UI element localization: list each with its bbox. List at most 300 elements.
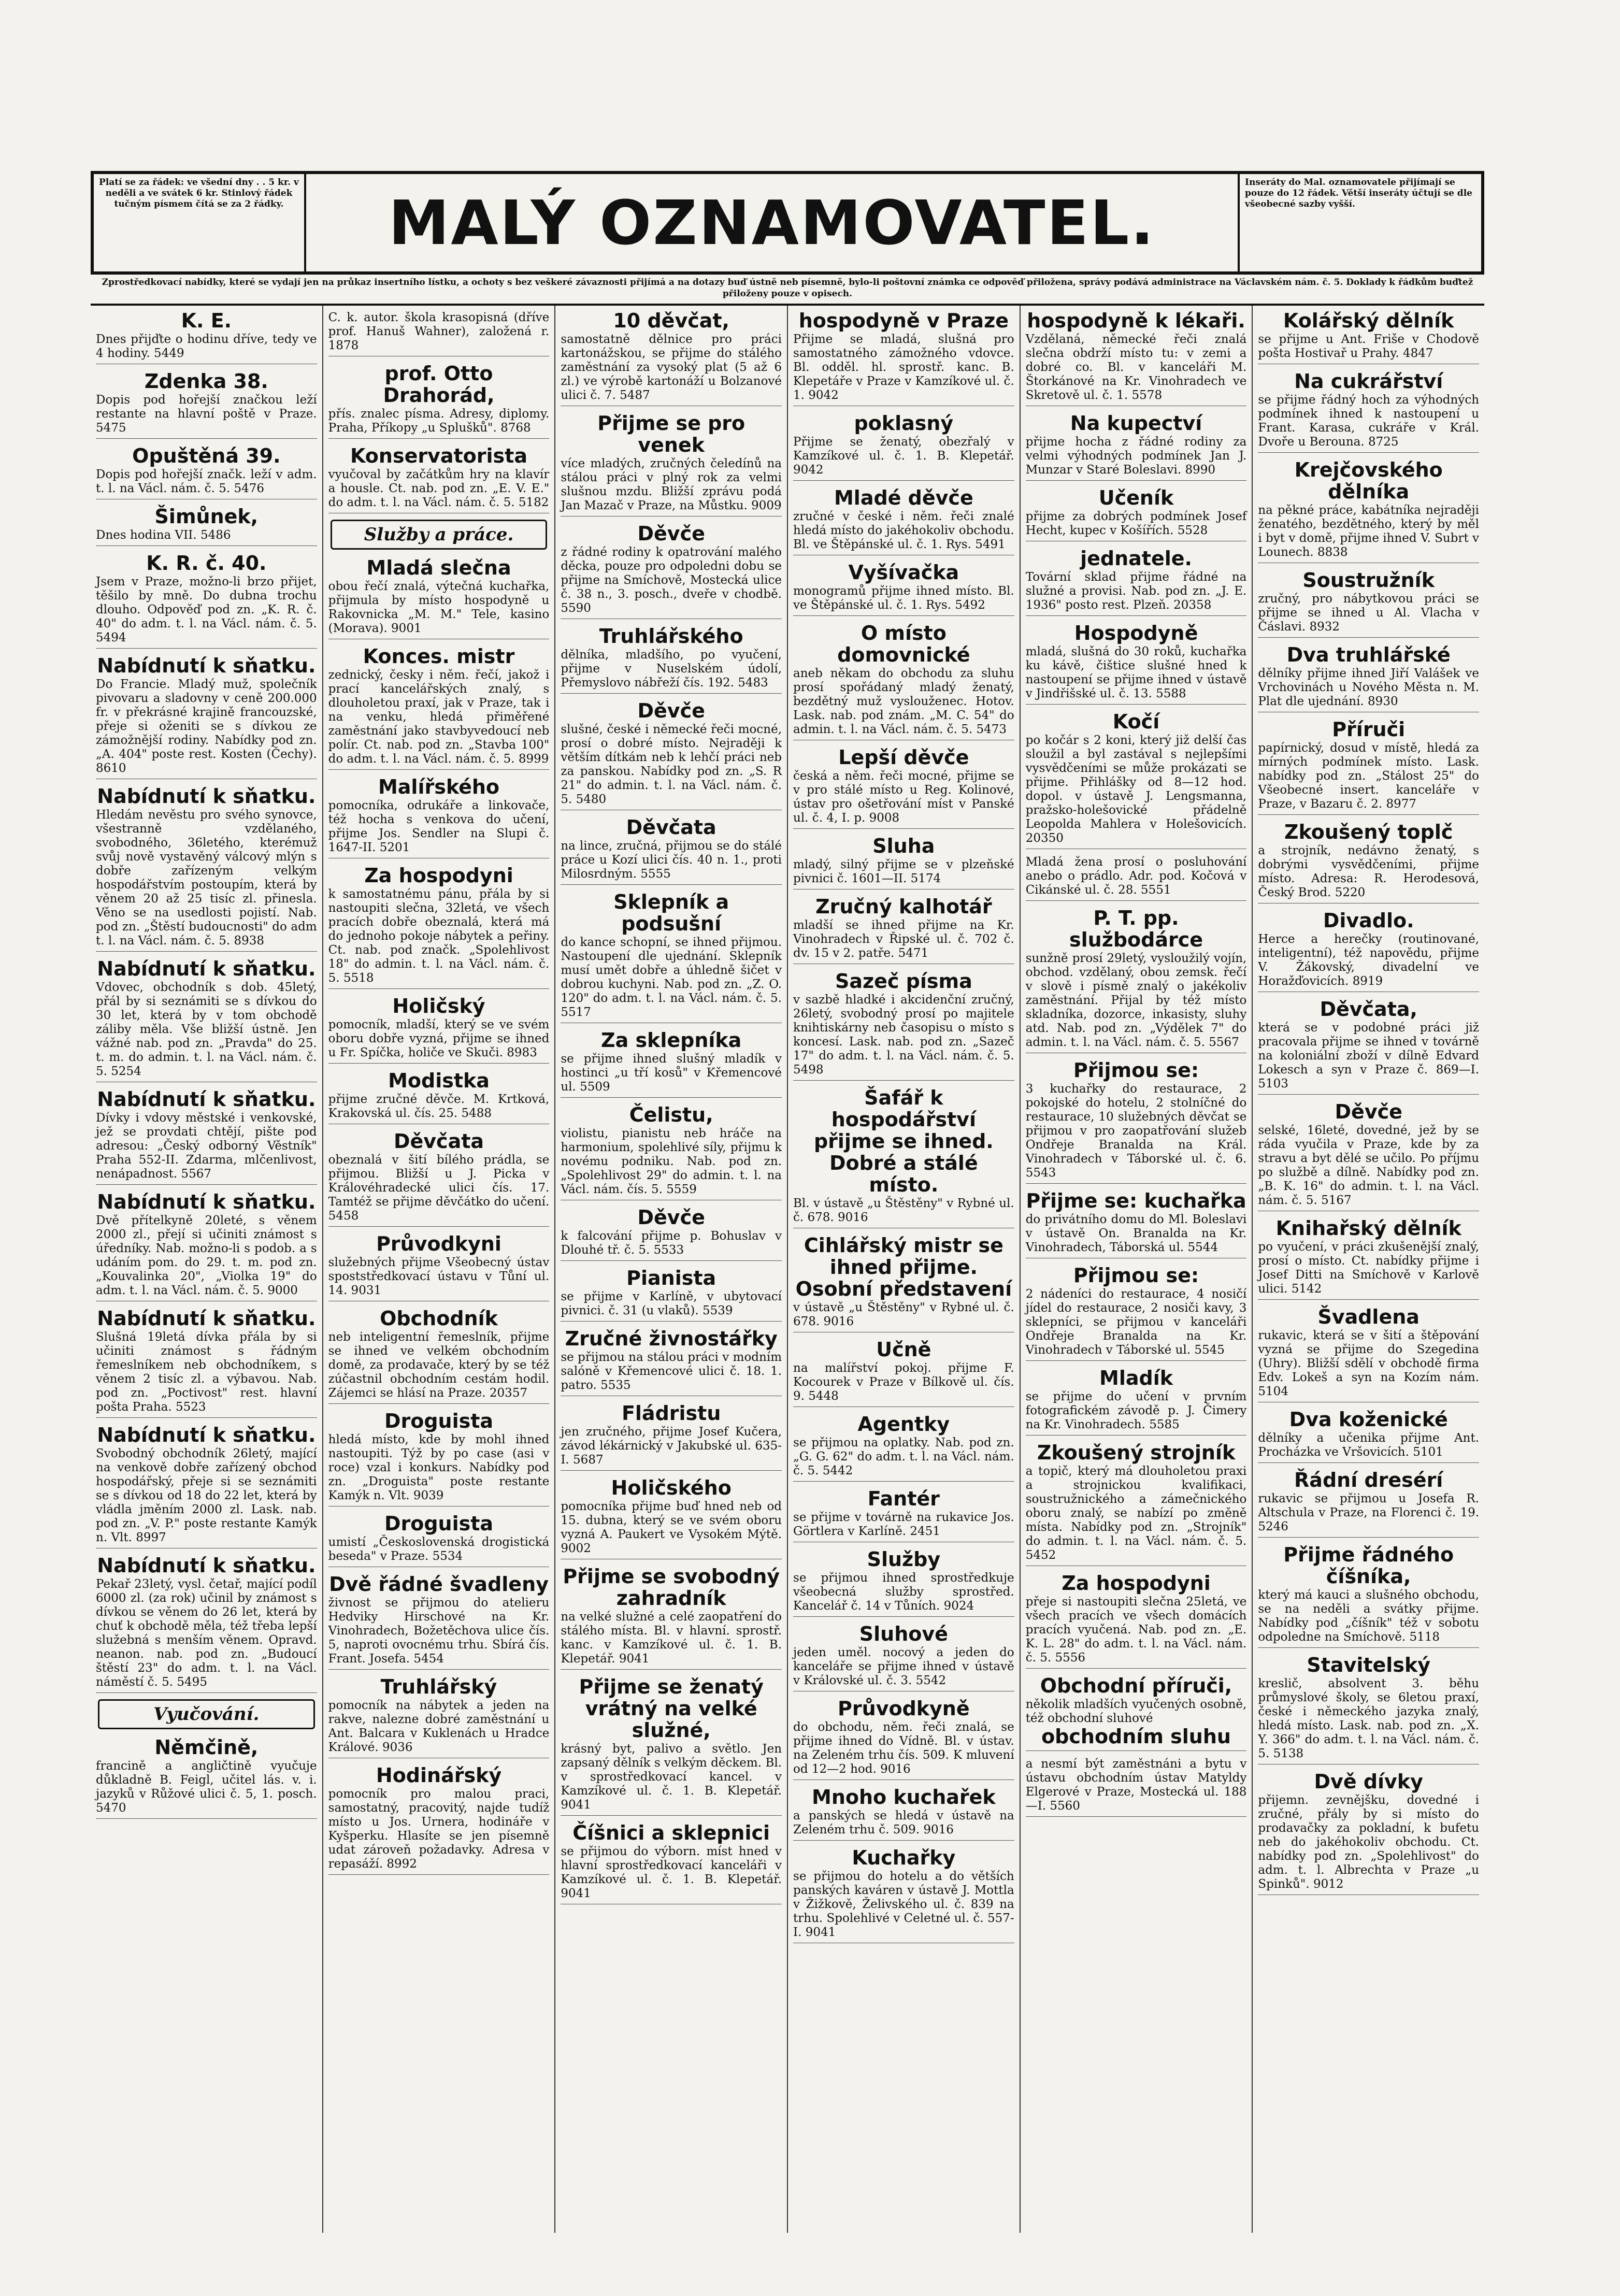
classified-ad xyxy=(96,785,317,952)
ad-text: vyučoval by začátkům hry na klavír a housle. Ct. nab. pod zn. „E. V. E." do adm. t. l. na Václ. nám. č. 5. 5182 xyxy=(328,468,550,509)
classified-ad xyxy=(561,700,782,810)
classified-ad xyxy=(561,1328,782,1396)
classified-ad xyxy=(1258,1306,1479,1402)
ad-heading: Droguista xyxy=(384,1512,494,1535)
ad-text: se přijmou na oplatky. Nab. pod zn. „G. G. 62" do adm. t. l. na Václ. nám. č. 5. 5442 xyxy=(793,1436,1014,1477)
ad-text: Herce a herečky (routinované, inteligentní), též napovědu, přijme V. Žákovský, divadelní ve Horažďovicích. 8919 xyxy=(1258,932,1480,988)
rules-box: Inseráty do Mal. oznamovatele přijímají se pouze do 12 řádek. Větší inseráty účtují se dle všeobecné sazby vyšší. xyxy=(1238,174,1481,271)
ad-heading: Učně xyxy=(876,1338,931,1361)
classified-ad xyxy=(328,1676,550,1758)
ad-text: mladý, silný přijme se v plzeňské pivnici č. 1601—II. 5174 xyxy=(793,858,1014,885)
classified-ad xyxy=(1026,1265,1247,1361)
ad-heading: Mladé děvče xyxy=(834,486,973,509)
ad-text: Dnes přijďte o hodinu dříve, tedy ve 4 hodiny. 5449 xyxy=(96,333,317,360)
ad-text: do privátního domu do Ml. Boleslavi v ústavě On. Branalda na Kr. Vinohradech, Táborská ul. 5544 xyxy=(1025,1213,1247,1254)
classified-ad xyxy=(561,625,782,694)
ad-heading: Nabídnutí k sňatku. xyxy=(97,1424,316,1446)
ad-heading: poklasný xyxy=(854,412,954,435)
ad-text: dělníky a učenika přijme Ant. Procházka ve Vršovicích. 5101 xyxy=(1258,1431,1480,1459)
ad-text: pomocník, mladší, který se ve svém oboru dobře vyzná, přijme se ihned u Fr. Spíčka, holiče ve Skuči. 8983 xyxy=(328,1018,550,1059)
ad-heading: Přijme řádného číšníka, xyxy=(1283,1543,1454,1588)
classified-ad xyxy=(793,1698,1014,1780)
ad-heading: Truhlářský xyxy=(380,1675,497,1698)
ad-text: Slušná 19letá dívka přála by si učiniti známost s řádným řemeslníkem neb obchodníkem, s věnem 2 tisíc zl. a výbavou. Nab. pod zn. „Poctivost" rest. hlavní pošta Praha. 5523 xyxy=(96,1330,317,1414)
ad-heading: Droguista xyxy=(384,1410,494,1432)
classified-ad xyxy=(328,363,550,439)
ad-heading: Knihařský dělník xyxy=(1275,1217,1461,1240)
ad-text: Přijme se mladá, slušná pro samostatného zámožného vdovce. Bl. odděl. hl. sprostř. kanc. B. Klepetáře v Praze v Kamzíkové ul. č. 1. 9042 xyxy=(793,333,1014,402)
classified-ad xyxy=(1258,310,1479,364)
ad-heading: Modistka xyxy=(388,1069,490,1092)
ad-text: která se v podobné práci již pracovala přijme se ihned v továrně na koloniální zboží v dílně Edvard Lokesch a syn v Praze č. 869—I. 5103 xyxy=(1258,1021,1480,1090)
ad-heading: Sluhové xyxy=(859,1623,948,1645)
ad-text: Pekař 23letý, vysl. četař, mající podíl 6000 zl. (za rok) učinil by známost s dívkou se věnem do 26 let, která by chuť k obchodě měla, též třeba lepší služebná s menším věnem. Opravd. neanon. nab. pod zn. „Budoucí štěstí 23" do adm. t. l. na Václ. náměstí č. 5. 5495 xyxy=(96,1577,317,1689)
ad-text: na malířství pokoj. přijme F. Kocourek v Praze v Bílkově ul. čís. 9. 5448 xyxy=(793,1361,1014,1403)
ad-heading: Kuchařky xyxy=(852,1846,956,1869)
ad-heading: hospodyně v Praze xyxy=(798,309,1009,332)
ad-text: papírnický, dosud v místě, hledá za mírných podmínek místo. Lask. nabídky pod zn. „Stálost 25" do Všeobecné insert. kanceláře v Praze, v Bazaru č. 2. 8977 xyxy=(1258,741,1480,811)
ad-heading: Holičský xyxy=(392,995,485,1017)
classified-ad xyxy=(1258,1409,1479,1463)
classified-ad xyxy=(1026,1757,1247,1817)
classified-ad xyxy=(1258,569,1479,638)
classified-ad xyxy=(328,445,550,513)
ad-heading: Divadlo. xyxy=(1323,909,1414,932)
ad-heading: Mladík xyxy=(1099,1367,1173,1389)
ad-heading: Malířského xyxy=(378,776,500,798)
ad-text: selské, 16leté, dovedné, jež by se ráda vyučila v Praze, kde by za stravu a byt dělé se učilo. Po příjmu po službě a dílně. Nabídky pod zn. „B. K. 16" do admin. t. l. na Václ. nám. č. 5. 5167 xyxy=(1258,1124,1480,1207)
classified-ad xyxy=(1258,1217,1479,1300)
classified-ad xyxy=(561,1676,782,1816)
classified-ad xyxy=(96,1424,317,1548)
ad-heading: Dvě dívky xyxy=(1314,1770,1423,1793)
section-heading: Služby a práce. xyxy=(331,520,548,550)
ad-text: Do Francie. Mladý muž, společník pivovaru a sladovny v ceně 200.000 fr. v překrásné krajině francouzské, přeje si oženiti se s dívkou ze zámožnější rodiny. Nabídky pod zn. „A. 404" poste rest. Kosten (Čechy). 8610 xyxy=(96,678,317,775)
ad-text: přijme zručné děvče. M. Krtková, Krakovská ul. čís. 25. 5488 xyxy=(328,1093,550,1120)
classified-ad xyxy=(561,1566,782,1670)
classified-ad xyxy=(1258,1469,1479,1538)
ad-heading: Nabídnutí k sňatku. xyxy=(97,785,316,808)
classified-ad xyxy=(328,1410,550,1506)
ad-text: se přijme ihned slušný mladík v hostinci „u tří kosů" v Křemencové ul. 5509 xyxy=(561,1052,782,1094)
ad-heading: Zkoušený toplč xyxy=(1284,821,1453,843)
ad-heading: Nabídnutí k sňatku. xyxy=(97,1190,316,1213)
ad-heading: Děvče xyxy=(637,699,705,722)
ad-text: jeden uměl. nocový a jeden do kanceláře se přijme ihned v ústavě v Královské ul. č. 3. 5542 xyxy=(793,1646,1014,1687)
ad-heading: Nabídnutí k sňatku. xyxy=(97,654,316,677)
price-box: Platí se za řádek: ve všední dny . . 5 kr. v neděli a ve svátek 6 kr. Stinlový řádek tučným písmem čítá se za 2 řádky. xyxy=(94,174,306,271)
classified-ad xyxy=(328,557,550,639)
ad-text: na lince, zručná, přijmou se do stálé práce u Kozí ulici čís. 40 n. 1., proti Milosrdným. 5555 xyxy=(561,839,782,881)
classified-ad xyxy=(1026,548,1247,616)
ad-text: mladá, slušná do 30 roků, kuchařka ku kávě, čištice slušné hned k nastoupení se přijme ihned v ústavě v Jindřišské ul. č. 13. 5588 xyxy=(1025,645,1247,700)
classified-ad xyxy=(561,1104,782,1200)
classified-ad xyxy=(561,1477,782,1559)
classified-ad xyxy=(1258,998,1479,1095)
ad-heading: Nabídnutí k sňatku. xyxy=(97,1307,316,1330)
ad-text: Jsem v Praze, možno-li brzo přijet, těšilo by mně. Do dubna trochu dlouho. Odpověď pod zn. „K. R. č. 40" do adm. t. l. na Václ. nám. č. 5. 5494 xyxy=(96,575,317,644)
section-heading: Vyučování. xyxy=(98,1699,315,1729)
ad-heading: Hospodyně xyxy=(1074,622,1198,644)
ad-heading: Kočí xyxy=(1112,710,1160,733)
classified-ad xyxy=(793,1847,1014,1943)
classified-ad xyxy=(328,776,550,858)
ad-heading: Na cukrářství xyxy=(1294,370,1443,393)
ad-text: Bl. v ústavě „u Štěstěny" v Rybné ul. č. 678. 9016 xyxy=(793,1197,1014,1224)
classified-ad xyxy=(1026,1675,1247,1751)
ad-text: pomocník na nábytek a jeden na rakve, nalezne dobré zaměstnání u Ant. Balcara v Kuklenách u Hradce Králové. 9036 xyxy=(328,1699,550,1754)
ad-text: na velké služné a celé zaopatření do stálého místa. Bl. v hlavní. sprostř. kanc. v Kamzíkové ul. č. 1. B. Klepetář. 9041 xyxy=(561,1610,782,1666)
classified-ad xyxy=(328,995,550,1064)
ad-heading: Zručné živnostářky xyxy=(565,1327,778,1350)
classified-ad xyxy=(793,622,1014,740)
classified-ad xyxy=(1026,412,1247,481)
classified-ad xyxy=(793,1488,1014,1542)
ad-heading: K. E. xyxy=(181,309,232,332)
ad-text: po kočár s 2 koni, který již delší čas sloužil a byl zastával s nejlepšími vysvědčeními se může prokázati se přijme. Přihlášky od 8—12 hod. dopol. v ústavě J. Lengsmanna, pražsko-holešovické přádelně Leopolda Mahlera v Holešovicích. 20350 xyxy=(1025,734,1247,845)
classified-ad xyxy=(561,1207,782,1261)
classified-ad xyxy=(1258,719,1479,815)
header-note: Zprostředkovací nabídky, které se vydají jen na průkaz insertního lístku, a ochoty s bez veškeré závaznosti přijímá a na dotazy buď ústně neb písemně, bylo-li poštovní známka ce odpověď přiložena, správy podává administrace na Václavském nám. č. 5. Doklady k řádkům buďtež přiloženy pouze v opisech. xyxy=(91,275,1484,306)
ad-heading: Průvodkyni xyxy=(376,1232,501,1255)
ad-text: krásný byt, palivo a světlo. Jen zapsaný dělník s velkým děckem. Bl. v sprostředkovací kancel. v Kamzíkové ul. č. 1. B. Klepetář. 9041 xyxy=(561,1742,782,1812)
classified-ad xyxy=(561,412,782,516)
ad-text: česká a něm. řeči mocné, přijme se v pro stálé místo u Reg. Kolinové, ústav pro ošetřování míst v Panské ul. č. 4, I. p. 9008 xyxy=(793,769,1014,825)
ad-text: v sazbě hladké i akcidenční zručný, 26letý, svobodný prosí po majitele knihtiskárny neb časopisu o místo s koncesí. Lask. nab. pod zn. „Sazeč 17" do adm. t. l. na Václ. nám. č. 5. 5498 xyxy=(793,993,1014,1077)
ad-columns xyxy=(91,306,1484,2233)
ad-heading: Šimůnek, xyxy=(154,505,259,528)
classified-ad xyxy=(793,1413,1014,1482)
ad-text: a panských se hledá v ústavě na Zeleném trhu č. 509. 9016 xyxy=(793,1809,1014,1836)
ad-text: do obchodu, něm. řeči znalá, se přijme ihned do Vídně. Bl. v ústav. na Zeleném trhu čís. 509. K mluvení od 12—2 hod. 9016 xyxy=(793,1720,1014,1776)
classified-ad xyxy=(328,1130,550,1227)
classified-ad xyxy=(793,1623,1014,1691)
classified-ad xyxy=(1026,907,1247,1053)
ad-column xyxy=(788,306,1021,2233)
ad-heading: Dvě řádné švadleny xyxy=(329,1573,549,1596)
classified-ad xyxy=(1026,1059,1247,1184)
ad-heading: Nabídnutí k sňatku. xyxy=(97,957,316,980)
ad-text: slušné, české i německé řeči mocné, prosí o dobré místo. Nejraději k větším dítkám neb k lehčí práci neb za panskou. Nabídky pod zn. „S. R 21" do admin. t. l. na Václ. nám. č. 5. 5480 xyxy=(561,723,782,806)
ad-heading: Číšnici a sklepnici xyxy=(572,1821,770,1844)
ad-heading: O místo domovnické xyxy=(837,622,970,666)
ad-heading: Zručný kalhotář xyxy=(815,895,992,918)
ad-text: rukavic, která se v šití a štěpování vyzná se přijme do Szegedina (Uhry). Bližší sdělí v obchodě firma Edv. Lokeš a syn na Kozím nám. 5104 xyxy=(1258,1329,1480,1398)
ad-heading: Fládristu xyxy=(621,1402,721,1425)
ad-text: zručný, pro nábytkovou práci se přijme se ihned u Al. Vlacha v Čáslavi. 8932 xyxy=(1258,592,1480,634)
ad-heading: Šafář k hospodářství přijme se ihned. Dobré a stálé místo. xyxy=(813,1086,994,1196)
ad-text: k falcování přijme p. Bohuslav v Dlouhé tř. č. 5. 5533 xyxy=(561,1229,782,1257)
ad-text: mladší se ihned přijme na Kr. Vinohradech v Řipské ul. č. 702 č. dv. 15 v 2. patře. 5471 xyxy=(793,919,1014,960)
ad-text: 3 kuchařky do restaurace, 2 pokojské do hotelu, 2 stolníčné do restaurace, 10 služebných děvčat se přijmou v pro zaopatřování služeb Ondřeje Branalda na Král. Vinohradech v Táborské ul. č. 6. 5543 xyxy=(1025,1082,1247,1180)
ad-heading: Holičského xyxy=(611,1476,732,1499)
classified-ad xyxy=(1026,1190,1247,1258)
ad-text: v ústavě „u Štěstěny" v Rybné ul. č. 678. 9016 xyxy=(793,1301,1014,1328)
classified-ad xyxy=(1258,1771,1479,1895)
ad-heading: Mladá slečna xyxy=(366,556,511,579)
classified-ad xyxy=(96,1737,317,1819)
ad-heading: Kolářský dělník xyxy=(1283,309,1454,332)
classified-ad xyxy=(793,1339,1014,1407)
ad-text: z řádné rodiny k opatrování malého děcka, pouze pro odpoledni dobu se přijme na Smíchově, Mostecká ulice č. 38 n., 3. posch., dveře v chodbě. 5590 xyxy=(561,546,782,615)
classified-ad xyxy=(1026,487,1247,541)
ad-text: aneb někam do obchodu za sluhu prosí spořádaný mladý ženatý, bezdětný muž vyslouženec. Hotov. Lask. nab. pod znám. „M. C. 54" do admin. t. l. na Václ. nám. č. 5. 5473 xyxy=(793,667,1014,736)
ad-heading: Děvče xyxy=(637,522,705,545)
ad-text: Dopis pod hořejší značkou leží restante na hlavní poště v Praze. 5475 xyxy=(96,393,317,435)
ad-heading: 10 děvčat, xyxy=(613,309,729,332)
ad-text: samostatně dělnice pro práci kartonážskou, se přijme do stálého zaměstnání za vysoký plat (5 až 6 zl.) ve výrobě kartonáží u Bolzanové ulici č. 7. 5487 xyxy=(561,333,782,402)
ad-text: umistí „Československá drogistická beseda" v Praze. 5534 xyxy=(328,1536,550,1563)
ad-text: pomocníka, odrukáře a linkovače, též hocha s venkova do učení, přijme Jos. Sendler na Slupi č. 1647-II. 5201 xyxy=(328,799,550,854)
ad-column xyxy=(1253,306,1484,2233)
ad-text: Vdovec, obchodník s dob. 45letý, přál by si seznámiti se s dívkou do 30 let, která by v tom obchodě záliby měla. Vše bližší ústně. Jen vážné nab. pod zn. „Pravda" do 25. t. m. do admin. t. l. na Václ. nám. č. 5. 5254 xyxy=(96,981,317,1078)
ad-text: zednický, česky i něm. řečí, jakož i prací kancelářských znalý, s dlouholetou praxí, jak v Praze, tak i na venku, hledá přiměřené zaměstnání jako stavbyvedoucí neb polír. Ct. nab. pod zn. „Stavba 100" do adm. t. l. na Václ. nám. č. 5. 8999 xyxy=(328,668,550,766)
classified-ad xyxy=(793,896,1014,964)
ad-heading: Dva koženické xyxy=(1289,1408,1448,1431)
classified-ad xyxy=(793,747,1014,829)
ad-column xyxy=(323,306,556,2233)
ad-text: jen zručného, přijme Josef Kučera, závod lékárnický v Jakubské ul. 635-I. 5687 xyxy=(561,1425,782,1467)
ad-text: se přijme do učení v prvním fotografickém závodě p. J. Čimery na Kr. Vinohradech. 5585 xyxy=(1025,1390,1247,1431)
ad-text: přijme za dobrých podmínek Josef Hecht, kupec v Košířích. 5528 xyxy=(1025,510,1247,537)
ad-text: přís. znalec písma. Adresy, diplomy. Praha, Příkopy „u Splušků". 8768 xyxy=(328,407,550,435)
ad-heading: Čelistu, xyxy=(629,1103,713,1126)
ad-heading: Pianista xyxy=(626,1267,716,1289)
classified-ad xyxy=(1026,622,1247,705)
classified-ad xyxy=(1026,711,1247,849)
ad-text: a nesmí být zaměstnáni a bytu v ústavu obchodním ústav Matyldy Elgerové v Praze, Mostecká ul. 188—I. 5560 xyxy=(1025,1757,1247,1813)
ad-text: dělníka, mladšího, po vyučení, přijme v Nuselském údolí, Přemyslovo nábřeží čís. 192. 5483 xyxy=(561,648,782,690)
ad-heading: Děvčata xyxy=(393,1130,484,1153)
classified-ad xyxy=(793,487,1014,555)
classified-ad xyxy=(1026,1367,1247,1436)
ad-heading: Přijmou se: xyxy=(1073,1059,1199,1082)
ad-text: obou řečí znalá, výtečná kuchařka, přijmula by místo hospodyně u Rakovnicka „M. M." Tele, kasino (Morava). 9001 xyxy=(328,580,550,635)
classified-ad xyxy=(1258,370,1479,453)
classified-ad xyxy=(96,655,317,779)
classified-ad xyxy=(1026,855,1247,901)
ad-text: Hledám nevěstu pro svého synovce, všestranně vzdělaného, svobodného, 36letého, kterémuž svůj nově vystavěný válcový mlýn s dobře zařízeným velkým hospodářstvím postoupím, která by věnem 20 až 25 tisíc zl. přinesla. Věno se na usedlosti pojistí. Nab. pod zn. „Štěstí budoucnosti" do adm t. l. na Václ. nám. č. 5. 8938 xyxy=(96,808,317,948)
ad-text: více mladých, zručných čeledínů na stálou práci v plný rok za velmi slušnou mzdu. Bližší zprávu podá Jan Mazač v Praze, na Můstku. 9009 xyxy=(561,457,782,512)
ad-text: obeznalá v šití bílého prádla, se přijmou. Bližší u J. Picka v Královéhradecké ulici čís. 17. Tamtéž se přijme děvčátko do učení. 5458 xyxy=(328,1153,550,1223)
ad-text: se přijmou do hotelu a do větších panských kaváren v ústavě J. Mottla v Žižkově, Želivského ul. č. 839 na trhu. Spolehlivé v Celetné ul. č. 557-I. 9041 xyxy=(793,1870,1014,1939)
ad-heading: Přijme se: kuchařka xyxy=(1026,1189,1246,1212)
ad-heading: Zkoušený strojník xyxy=(1037,1441,1236,1464)
classified-ad xyxy=(561,1267,782,1322)
ad-text: Tovární sklad přijme řádné na služné a provisi. Nab. pod zn. „J. E. 1936" posto rest. Plzeň. 20358 xyxy=(1025,570,1247,612)
classified-ad xyxy=(561,1402,782,1471)
ad-heading: Vyšívačka xyxy=(848,561,959,584)
classified-ad xyxy=(793,412,1014,481)
ad-heading: Sazeč písma xyxy=(835,970,972,993)
classified-ad xyxy=(1258,821,1479,903)
ad-heading: Lepší děvče xyxy=(838,746,969,769)
classified-ad xyxy=(328,311,550,356)
classified-ad xyxy=(561,1029,782,1098)
classified-ad xyxy=(1258,644,1479,712)
ad-heading: Konces. mistr xyxy=(363,645,515,668)
ad-heading: Přijme se ženatý vrátný na velké služné, xyxy=(579,1675,764,1742)
classified-ad xyxy=(96,1555,317,1693)
classified-ad xyxy=(1258,910,1479,992)
ad-heading: Obchodní příruči, xyxy=(1040,1674,1232,1697)
ad-heading: Příruči xyxy=(1332,718,1406,741)
classified-ad xyxy=(96,445,317,499)
classified-ad xyxy=(1026,310,1247,406)
ad-text: 2 nádeníci do restaurace, 4 nosičí jídel do restaurace, 2 nosiči kavy, 3 sklepníci, se přijmou v kanceláři Ondřeje Branalda na Kr. Vinohradech v Táborské ul. 5545 xyxy=(1025,1287,1247,1357)
ad-heading: Stavitelský xyxy=(1307,1654,1430,1676)
ad-heading: Na kupectví xyxy=(1070,412,1202,435)
ad-heading: Hodinářský xyxy=(376,1764,502,1787)
classified-ad xyxy=(793,310,1014,406)
classified-ad xyxy=(1026,1572,1247,1669)
ad-heading: Děvčata xyxy=(626,816,716,839)
classified-ad xyxy=(96,506,317,546)
classified-ad xyxy=(1258,1101,1479,1211)
ad-text: a topič, který má dlouholetou praxi a strojnickou kvalifikaci, soustružnického a zámečnického oboru znalý, se nabízí po změně místa. Nabídky pod zn. „Strojník" do admin. t. l. na Václ. nám. č. 5. 5452 xyxy=(1025,1465,1247,1562)
ad-text: služebných přijme Všeobecný ústav spoststředkovací ústavu v Tůní ul. 14. 9031 xyxy=(328,1256,550,1297)
ad-text: Přijme se ženatý, obezřalý v Kamzíkové ul. č. 1. B. Klepetář. 9042 xyxy=(793,435,1014,477)
ad-text: violistu, pianistu neb hráče na harmonium, spolehlivé síly, přijmu k novému podniku. Nab. pod zn. „Spolehlivost 29" do admin. t. l. na Václ. nám. čís. 5. 5559 xyxy=(561,1127,782,1196)
classified-ad xyxy=(561,891,782,1023)
ad-text: Dvě přítelkyně 20leté, s věnem 2000 zl., přejí si učiniti známost s úředníky. Nab. možno-li s podob. a s udáním pom. do 29. t. m. pod zn. „Kouvalinka 20", „Violka 19" do adm. t. l. na Václ. nám. č. 5. 9000 xyxy=(96,1214,317,1297)
classified-ad xyxy=(96,1191,317,1301)
ad-heading: prof. Otto Drahorád, xyxy=(383,362,495,407)
classified-ad xyxy=(328,1764,550,1875)
ad-text: neb inteligentní řemeslník, přijme se ihned ve velkém obchodním domě, za prodavače, který by se též zúčastnil obchodním cestám hodil. Zájemci se hlásí na Praze. 20357 xyxy=(328,1330,550,1400)
classified-ad xyxy=(793,970,1014,1081)
classified-ad xyxy=(561,523,782,619)
ad-text: přijme hocha z řádné rodiny za velmi výhodných podmínek Jan J. Munzar v Staré Boleslavi. 8990 xyxy=(1025,435,1247,477)
ad-heading: Za hospodyni xyxy=(364,864,513,887)
ad-column xyxy=(1021,306,1253,2233)
classified-ad xyxy=(96,958,317,1082)
classified-ad xyxy=(561,816,782,885)
ad-heading: Truhlářského xyxy=(599,625,743,648)
ad-text: Dívky i vdovy městské i venkovské, jež se provdati chtějí, pište pod adresou: „Český odborný Věstník" Praha 552-II. Zdarma, mlčenlivost, nenápadnost. 5567 xyxy=(96,1111,317,1181)
classified-ad xyxy=(793,835,1014,889)
ad-heading: K. R. č. 40. xyxy=(146,552,267,575)
ad-text: zručné v české i něm. řeči znalé hledá místo do jakéhokoliv obchodu. Bl. ve Štěpánské ul. č. 1. Rys. 5491 xyxy=(793,510,1014,551)
ad-heading: Mnoho kuchařek xyxy=(812,1786,996,1809)
ad-text: se přijme řádný hoch za výhodných podmínek ihned k nastoupení u Frant. Karasa, cukráře v Král. Dvoře u Berouna. 8725 xyxy=(1258,393,1480,449)
classified-ad xyxy=(328,865,550,989)
classified-ad xyxy=(328,1070,550,1124)
ad-text: kreslič, absolvent 3. běhu průmyslové školy, se 6letou praxí, české i německého jazyka znalý, hledá místo. Lask. nab. pod zn. „X. Y. 366" do adm. t. l. na Václ. nám. č. 5. 5138 xyxy=(1258,1677,1480,1760)
ad-text: živnost se přijmou do atelieru Hedviky Hirschové na Kr. Vinohradech, Božetěchova ulice čís. 5, naproti ovocnému trhu. Sbírá čís. Frant. Josefa. 5454 xyxy=(328,1596,550,1666)
classified-ad xyxy=(96,370,317,439)
ad-text: se přijmou ihned sprostředkuje všeobecná služby sprostřed. Kancelář č. 14 v Tůních. 9024 xyxy=(793,1571,1014,1613)
ad-text: k samostatnému pánu, přála by si nastoupiti slečna, 32letá, ve všech pracích dobře obeznalá, která má do jednoho pokoje nábytek a peřiny. Ct. nab. pod značk. „Spolehlivost 18" do admin. t. l. na Václ. nám. č. 5. 5518 xyxy=(328,887,550,985)
ad-text: se přijme u Ant. Friše v Chodově pošta Hostivař u Prahy. 4847 xyxy=(1258,333,1480,360)
classified-ad xyxy=(561,310,782,406)
classified-ad xyxy=(1026,1442,1247,1566)
ad-heading: Konservatorista xyxy=(350,444,527,467)
ad-heading: Fantér xyxy=(867,1487,940,1510)
ad-heading: obchodním sluhu xyxy=(1041,1725,1231,1748)
ad-text: C. k. autor. škola krasopisná (dříve prof. Hanuš Wahner), založená r. 1878 xyxy=(328,311,550,352)
ad-text: hledá místo, kde by mohl ihned nastoupiti. Týž by po case (asi v roce) vzal i konkurs. Nabídky pod zn. „Droguista" poste restante Kamýk n. Vlt. 9039 xyxy=(328,1433,550,1502)
ad-heading: hospodyně k lékaři. xyxy=(1027,309,1245,332)
ad-heading: Děvče xyxy=(637,1206,705,1229)
classified-ad xyxy=(96,552,317,649)
ad-heading: Švadlena xyxy=(1317,1305,1420,1328)
classified-ad xyxy=(96,310,317,364)
classified-ad xyxy=(561,1822,782,1904)
ad-heading: Přijme se pro venek xyxy=(597,412,746,456)
ad-heading: Přijmou se: xyxy=(1073,1264,1199,1287)
classified-ad xyxy=(328,1233,550,1301)
ad-text: pomocníka přijme buď hned neb od 15. dubna, který se ve svém oboru vyzná A. Paukert ve Vysokém Mýtě. 9002 xyxy=(561,1500,782,1555)
ad-heading: Krejčovského dělníka xyxy=(1294,458,1443,503)
ad-text: Dnes hodina VII. 5486 xyxy=(96,528,231,542)
classified-ad xyxy=(793,1235,1014,1332)
classifieds-page xyxy=(91,171,1484,2233)
ad-text: se přijme v Karlíně, v ubytovací pivnici. č. 31 (u vlaků). 5539 xyxy=(561,1290,782,1317)
ad-text: přeje si nastoupiti slečna 25letá, ve všech pracích ve všech domácích pracích vyučená. Nab. pod zn. „E. K. L. 28" do adm. t. l. na Václ. nám. č. 5. 5556 xyxy=(1025,1595,1247,1664)
ad-column xyxy=(555,306,788,2233)
ad-heading: Sklepník a podsušní xyxy=(613,891,729,935)
classified-ad xyxy=(96,1308,317,1418)
ad-heading: Nabídnutí k sňatku. xyxy=(97,1088,316,1111)
ad-heading: Děvčata, xyxy=(1320,998,1417,1021)
classified-ad xyxy=(793,1786,1014,1841)
classified-ad xyxy=(328,1308,550,1404)
ad-heading: Dva truhlářské xyxy=(1286,643,1451,666)
ad-text: přijemn. zevnějšku, dovedné i zručné, přály by si místo do prodavačky za pokladní, k bufetu neb do jakéhokoliv obchodu. Ct. nabídky pod zn. „Spolehlivost" do adm. t. l. Albrechta v Praze „u Spinků". 9012 xyxy=(1258,1793,1480,1891)
masthead xyxy=(91,171,1484,275)
ad-text: Mladá žena prosí o posluhování anebo o prádlo. Adr. pod. Kočová v Cikánské ul. č. 28. 5551 xyxy=(1025,855,1247,897)
ad-heading: Opuštěná 39. xyxy=(132,444,281,467)
ad-heading: Děvče xyxy=(1335,1100,1402,1123)
ad-text: se přijme v továrně na rukavice Jos. Görtlera v Karlíně. 2451 xyxy=(793,1511,1014,1538)
ad-heading: Za sklepníka xyxy=(601,1029,742,1052)
classified-ad xyxy=(793,1087,1014,1228)
ad-heading: Učeník xyxy=(1098,486,1174,509)
classified-ad xyxy=(1258,1654,1479,1764)
ad-column xyxy=(91,306,323,2233)
ad-heading: Služby xyxy=(867,1548,941,1571)
ad-text: francině a angličtině vyučuje důkladně B. Feigl, učitel lás. v. i. jazyků v Růžové ulici č. 5, 1. posch. 5470 xyxy=(96,1759,317,1815)
ad-text: dělníky přijme ihned Jiří Valášek ve Vrchovinách u Nového Města n. M. Plat dle ujednání. 8930 xyxy=(1258,667,1480,708)
ad-heading: P. T. pp. službodárce xyxy=(1069,907,1203,951)
ad-text: který má kauci a slušného obchodu, se na neděli a svátky přijme. Nabídky pod „číšník" též v sobotu odpoledne na Smíchově. 5118 xyxy=(1258,1588,1480,1644)
ad-text: Svobodný obchodník 26letý, mající na venkově dobře zařízený obchod hospodářský, přeje si se seznámiti se s dívkou od 18 do 22 let, která by vládla jměním 2000 zl. Lask. nab. pod zn. „V. P." poste restante Kamýk n. Vlt. 8997 xyxy=(96,1447,317,1544)
ad-heading: Obchodník xyxy=(380,1307,498,1330)
classified-ad xyxy=(1258,459,1479,563)
ad-text: sunžně prosí 29letý, vysloužilý vojín, obchod. vzdělaný, obou zemsk. řečí v slově i písmě znalý o jakékoliv zaměstnání. Přijal by též místo skladníka, dozorce, inkasisty, sluhy atd. Nab. pod zn. „Výdělek 7" do admin. t. l. na Václ. nám. č. 5. 5567 xyxy=(1025,952,1247,1049)
ad-heading: Soustružník xyxy=(1302,569,1435,592)
ad-heading: Sluha xyxy=(872,835,935,857)
ad-text: do kance schopní, se ihned přijmou. Nastoupení dle ujednání. Sklepník musí umět dobře a úhledně šičet v dobrou kuchyni. Nab. pod zn. „Z. O. 120" do adm. t. l. na Václ. nám. č. 5. 5517 xyxy=(561,936,782,1019)
ad-heading: Nabídnutí k sňatku. xyxy=(97,1554,316,1577)
page-title: MALÝ OZNAMOVATEL. xyxy=(388,187,1156,259)
classified-ad xyxy=(328,645,550,770)
ad-text: se přijmou do výborn. míst hned v hlavní sprostředkovací kanceláři v Kamzíkové ul. č. 1. B. Klepetář. 9041 xyxy=(561,1845,782,1900)
ad-text: se přijmou na stálou práci v modním salóně v Křemencové ulici č. 18. 1. patro. 5535 xyxy=(561,1351,782,1392)
classified-ad xyxy=(793,1548,1014,1617)
ad-heading: Agentky xyxy=(857,1413,950,1436)
ad-text: a strojník, nedávno ženatý, s dobrými vysvědčeními, přijme místo. Adresa: R. Herodesová, Český Brod. 5220 xyxy=(1258,844,1480,899)
ad-heading: Cihlářský mistr se ihned přijme. Osobní představení xyxy=(795,1234,1012,1300)
classified-ad xyxy=(96,1088,317,1185)
ad-text: monogramů přijme ihned místo. Bl. ve Štěpánské ul. č. 1. Rys. 5492 xyxy=(793,584,1014,612)
ad-text: rukavic se přijmou u Josefa R. Altschula v Praze, na Florenci č. 19. 5246 xyxy=(1258,1492,1480,1533)
classified-ad xyxy=(328,1513,550,1567)
ad-text: na pěkné práce, kabátníka nejraději ženatého, bezdětného, který by měl i byt v domě, přijme ihned V. Subrt v Lounech. 8838 xyxy=(1258,504,1480,559)
ad-text: několik mladších vyučených osobně, též obchodní sluhové xyxy=(1025,1698,1247,1725)
classified-ad xyxy=(793,562,1014,616)
